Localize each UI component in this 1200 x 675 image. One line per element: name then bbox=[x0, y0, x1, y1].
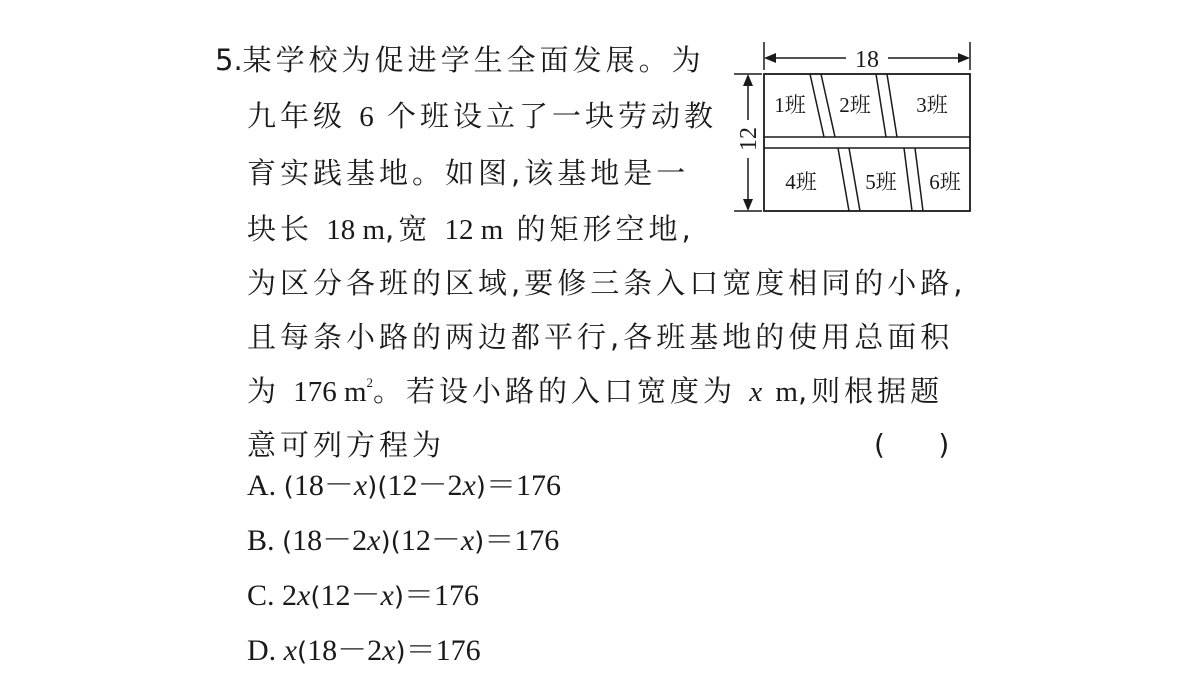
area-value bbox=[293, 376, 373, 408]
question-text-7a: 为 bbox=[247, 374, 281, 408]
option-d[interactable] bbox=[247, 631, 481, 672]
length-value: 18 m bbox=[326, 214, 386, 246]
question-text-4c: 的矩形空地, bbox=[516, 212, 695, 246]
question-text-6: 且每条小路的两边都平行,各班基地的使用总面积 bbox=[247, 320, 954, 354]
option-c-label: C. bbox=[247, 579, 275, 612]
upper-path-2b bbox=[887, 74, 897, 137]
upper-path-2a bbox=[876, 74, 886, 137]
option-d-equation: x(18－2x)＝176 bbox=[283, 634, 481, 667]
question-line-8 bbox=[247, 425, 445, 465]
field-diagram bbox=[726, 38, 976, 218]
side-dimension-label: 12 bbox=[736, 127, 762, 151]
option-a[interactable] bbox=[247, 466, 561, 507]
question-text-3: 育实践基地。如图,该基地是一 bbox=[247, 156, 690, 190]
lower-path-2b bbox=[915, 148, 923, 211]
option-c-equation: 2x(12－x)＝176 bbox=[282, 579, 479, 612]
question-line-4 bbox=[247, 209, 695, 250]
option-b[interactable] bbox=[247, 521, 559, 562]
question-line-6 bbox=[247, 317, 953, 357]
lower-path-1a bbox=[838, 148, 849, 211]
question-line-3 bbox=[247, 153, 689, 193]
option-b-label: B. bbox=[247, 524, 275, 557]
option-a-equation: (18－x)(12－2x)＝176 bbox=[283, 469, 561, 502]
class-label-4: 4班 bbox=[785, 170, 817, 194]
question-text-7c: ,则根据题 bbox=[797, 374, 944, 408]
question-text-4a: 块长 bbox=[247, 212, 314, 246]
arrow-up-icon bbox=[743, 74, 753, 86]
lower-path-2a bbox=[904, 148, 912, 211]
top-dimension-label: 18 bbox=[855, 47, 879, 73]
question-line-1 bbox=[215, 40, 705, 80]
arrow-left-icon bbox=[764, 53, 776, 63]
width-value: 12 m bbox=[444, 214, 504, 246]
area-exponent: 2 bbox=[366, 375, 374, 390]
question-line-7 bbox=[247, 371, 943, 412]
question-text-4b: ,宽 bbox=[385, 212, 432, 246]
question-text-2b: 个班设立了一块劳动教 bbox=[386, 99, 717, 133]
variable-x: x bbox=[749, 376, 763, 408]
lower-path-1b bbox=[849, 148, 860, 211]
class-label-2: 2班 bbox=[839, 93, 871, 117]
arrow-down-icon bbox=[743, 199, 753, 211]
question-text-7b: 。若设小路的入口宽度为 bbox=[373, 374, 737, 408]
question-text-5: 为区分各班的区域,要修三条入口宽度相同的小路, bbox=[247, 266, 967, 300]
area-number: 176 m bbox=[293, 376, 367, 408]
upper-path-1b bbox=[821, 74, 835, 137]
class-count: 6 bbox=[359, 101, 374, 133]
option-d-label: D. bbox=[247, 634, 277, 667]
option-a-label: A. bbox=[247, 469, 277, 502]
question-text-2a: 九年级 bbox=[247, 99, 347, 133]
class-label-5: 5班 bbox=[865, 170, 897, 194]
question-text-1: 某学校为促进学生全面发展。为 bbox=[242, 43, 705, 77]
question-text-8: 意可列方程为 bbox=[247, 428, 446, 462]
arrow-right-icon bbox=[958, 53, 970, 63]
class-label-6: 6班 bbox=[929, 170, 961, 194]
question-number: 5. bbox=[215, 43, 243, 77]
unit-m: m bbox=[775, 376, 798, 408]
answer-bracket[interactable]: ( ) bbox=[874, 428, 950, 461]
class-label-3: 3班 bbox=[916, 93, 948, 117]
upper-path-1a bbox=[810, 74, 824, 137]
class-label-1: 1班 bbox=[774, 93, 806, 117]
question-line-5 bbox=[247, 263, 966, 303]
option-c[interactable] bbox=[247, 576, 479, 617]
option-b-equation: (18－2x)(12－x)＝176 bbox=[282, 524, 560, 557]
question-line-2 bbox=[247, 96, 717, 137]
